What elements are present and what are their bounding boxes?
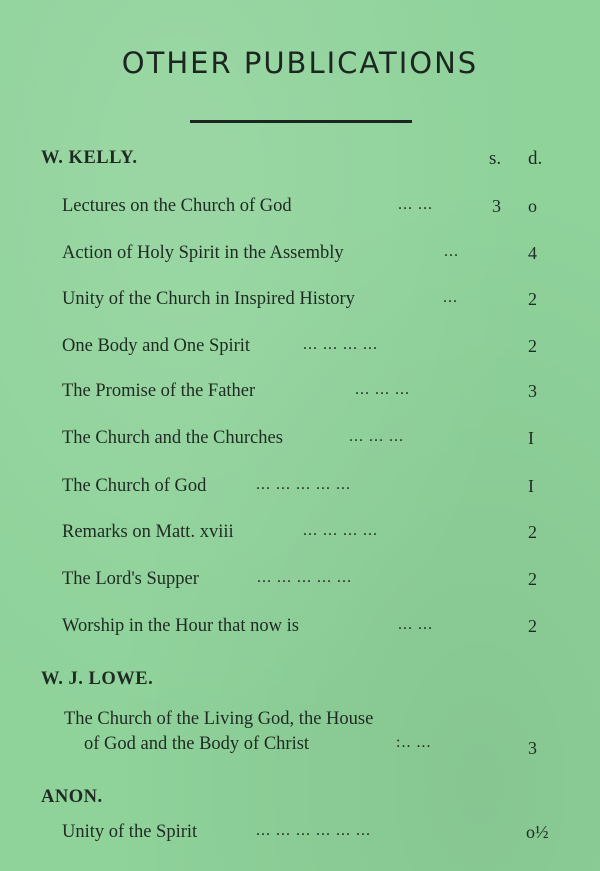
- leader-dots: ... ...: [398, 616, 433, 633]
- author-anon: ANON.: [41, 787, 103, 807]
- publication-title: Worship in the Hour that now is: [62, 616, 299, 636]
- column-pence: d.: [528, 148, 543, 169]
- price-pence: o: [528, 196, 537, 216]
- page-title: OTHER PUBLICATIONS: [121, 46, 479, 80]
- list-item: [0, 569, 600, 595]
- title-rule: [190, 120, 412, 123]
- list-item: [0, 196, 600, 222]
- leader-dots: ... ... ...: [349, 428, 404, 445]
- price-pence: I: [528, 476, 534, 496]
- author-kelly: W. KELLY.: [41, 148, 138, 168]
- leader-dots: ... ... ... ... ...: [257, 569, 352, 586]
- publication-title-line1: The Church of the Living God, the House: [64, 709, 374, 729]
- price-pence: I: [528, 428, 534, 448]
- publication-title: The Church of God: [62, 476, 207, 496]
- price-pence: 2: [528, 616, 537, 636]
- publication-title: The Church and the Churches: [62, 428, 283, 448]
- publication-title: Lectures on the Church of God: [62, 196, 292, 216]
- list-item: [0, 476, 600, 502]
- publication-title: Unity of the Spirit: [62, 822, 198, 842]
- price-pence: 4: [528, 243, 537, 263]
- price-shillings: 3: [492, 196, 501, 216]
- leader-dots: ... ...: [398, 196, 433, 213]
- list-item: [0, 522, 600, 548]
- price-pence: 2: [528, 522, 537, 542]
- price-pence: 2: [528, 336, 537, 356]
- price-pence: 2: [528, 289, 537, 309]
- column-shillings: s.: [489, 148, 502, 169]
- leader-dots: ... ... ... ...: [303, 336, 378, 353]
- list-item: [0, 289, 600, 315]
- leader-dots: :.. ...: [396, 734, 432, 751]
- leader-dots: ... ... ... ... ...: [256, 476, 351, 493]
- price-pence: 3: [528, 738, 537, 758]
- author-lowe: W. J. LOWE.: [41, 669, 154, 689]
- publication-title: Unity of the Church in Inspired History: [62, 289, 355, 309]
- price-pence: 2: [528, 569, 537, 589]
- leader-dots: ... ... ... ...: [303, 522, 378, 539]
- price-pence: o½: [526, 822, 549, 842]
- list-item: [0, 428, 600, 454]
- publication-title: One Body and One Spirit: [62, 336, 251, 356]
- publication-title: The Lord's Supper: [62, 569, 199, 589]
- list-item: [0, 381, 600, 407]
- publication-title: Remarks on Matt. xviii: [62, 522, 234, 542]
- list-item: [0, 243, 600, 269]
- leader-dots: ... ... ...: [355, 381, 410, 398]
- price-pence: 3: [528, 381, 537, 401]
- list-item: [0, 822, 600, 848]
- publication-title: Action of Holy Spirit in the Assembly: [62, 243, 344, 263]
- list-item: [0, 336, 600, 362]
- leader-dots: ... ... ... ... ... ...: [256, 822, 371, 839]
- list-item: [0, 734, 600, 760]
- publication-title-line2: of God and the Body of Christ: [84, 734, 310, 754]
- publication-title: The Promise of the Father: [62, 381, 256, 401]
- leader-dots: ...: [443, 289, 458, 306]
- leader-dots: ...: [444, 243, 459, 260]
- list-item: [0, 616, 600, 642]
